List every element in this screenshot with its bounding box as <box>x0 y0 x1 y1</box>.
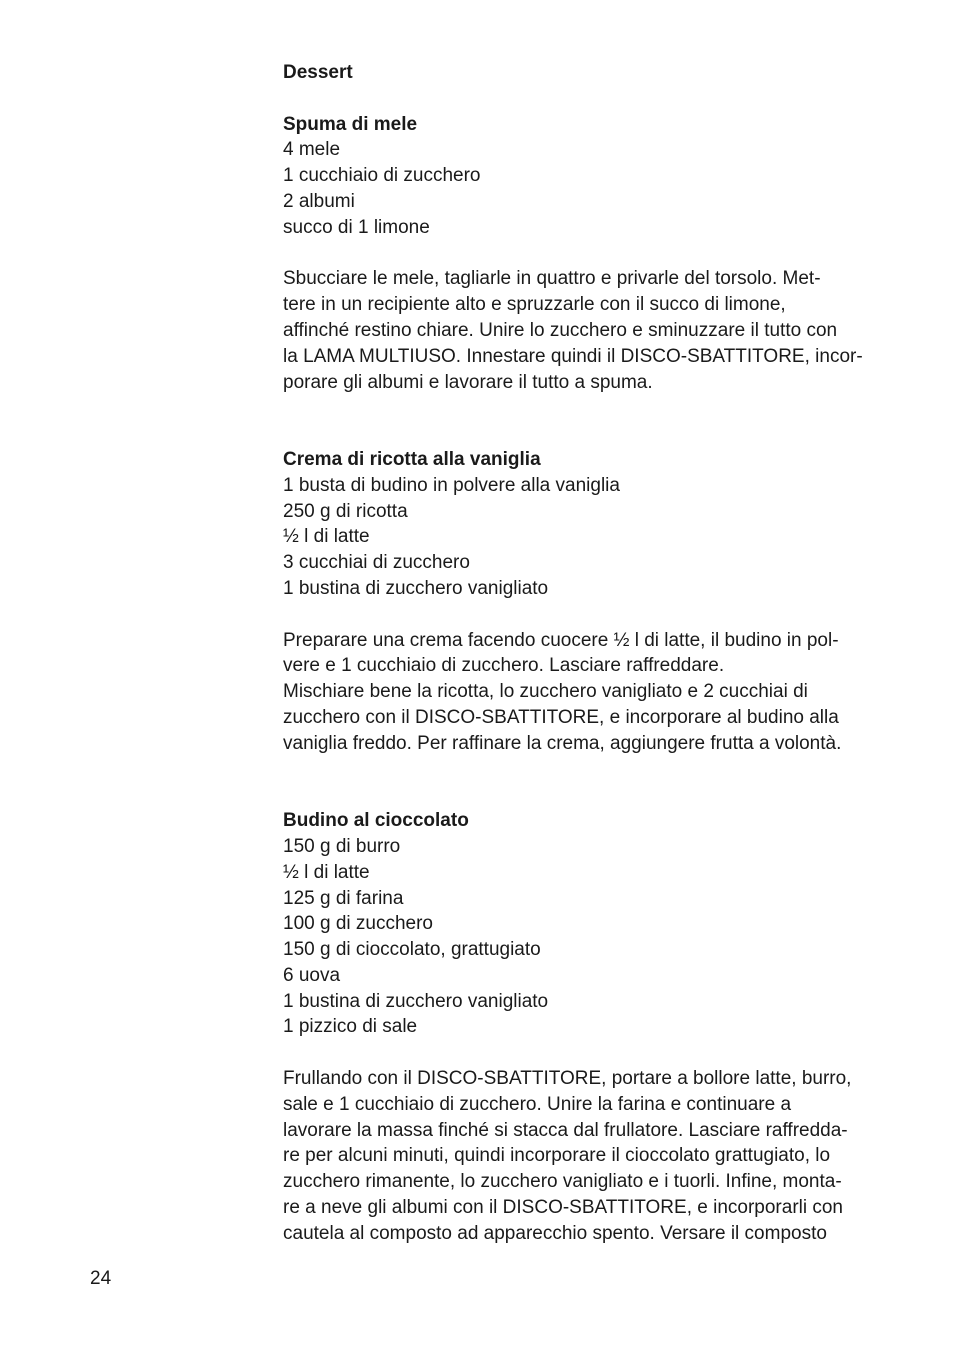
ingredient-item: 250 g di ricotta <box>283 500 408 522</box>
method-line: cautela al composto ad apparecchio spento. Versare il composto <box>283 1222 827 1244</box>
ingredient-item: 1 bustina di zucchero vanigliato <box>283 990 549 1012</box>
method-line: re per alcuni minuti, quindi incorporare il cioccolato grattugiato, lo <box>283 1145 831 1167</box>
method-text <box>283 628 873 757</box>
section-title: Dessert <box>283 62 353 83</box>
ingredient-item: 150 g di burro <box>283 835 401 857</box>
method-line: zucchero rimanente, lo zucchero vanigliato e i tuorli. Infine, monta- <box>283 1171 842 1193</box>
ingredient-list <box>283 137 873 240</box>
ingredient-item: 2 albumi <box>283 190 355 212</box>
page-number: 24 <box>90 1268 112 1289</box>
method-text <box>283 1066 873 1247</box>
method-text <box>283 266 873 395</box>
method-line: Preparare una crema facendo cuocere ½ l di latte, il budino in pol- <box>283 629 839 651</box>
method-line: re a neve gli albumi con il DISCO-SBATTITORE, e incorporarli con <box>283 1197 843 1219</box>
method-line: zucchero con il DISCO-SBATTITORE, e incorporare al budino alla <box>283 706 839 728</box>
method-line: vaniglia freddo. Per raffinare la crema, aggiungere frutta a volontà. <box>283 732 842 754</box>
method-line: Sbucciare le mele, tagliarle in quattro e privarle del torsolo. Met- <box>283 268 821 290</box>
ingredient-list <box>283 473 873 602</box>
recipe-budino-al-cioccolato <box>283 808 873 1247</box>
ingredient-item: 1 pizzico di sale <box>283 1016 418 1038</box>
method-line: vere e 1 cucchiaio di zucchero. Lasciare raffreddare. <box>283 655 725 677</box>
ingredient-item: 100 g di zucchero <box>283 913 433 935</box>
recipe-spuma-di-mele <box>283 112 873 396</box>
recipe-title: Crema di ricotta alla vaniglia <box>283 448 541 470</box>
ingredient-item: 1 bustina di zucchero vanigliato <box>283 577 549 599</box>
recipe-crema-di-ricotta <box>283 447 873 757</box>
ingredient-item: 6 uova <box>283 964 341 986</box>
ingredient-item: ½ l di latte <box>283 861 370 883</box>
method-line: affinché restino chiare. Unire lo zucchero e sminuzzare il tutto con <box>283 319 838 341</box>
method-line: lavorare la massa finché si stacca dal frullatore. Lasciare raffredda- <box>283 1119 848 1141</box>
method-line: tere in un recipiente alto e spruzzarle con il succo di limone, <box>283 294 786 316</box>
ingredient-list <box>283 834 873 1040</box>
ingredient-item: 1 busta di budino in polvere alla vaniglia <box>283 474 620 496</box>
ingredient-item: 4 mele <box>283 139 341 161</box>
recipe-title: Budino al cioccolato <box>283 810 469 832</box>
ingredient-item: 3 cucchiai di zucchero <box>283 552 470 574</box>
ingredient-item: 150 g di cioccolato, grattugiato <box>283 939 541 961</box>
ingredient-item: ½ l di latte <box>283 526 370 548</box>
ingredient-item: succo di 1 limone <box>283 216 430 238</box>
recipe-title: Spuma di mele <box>283 113 418 135</box>
method-line: Mischiare bene la ricotta, lo zucchero vanigliato e 2 cucchiai di <box>283 681 808 703</box>
method-line: Frullando con il DISCO-SBATTITORE, portare a bollore latte, burro, <box>283 1068 852 1090</box>
method-line: la LAMA MULTIUSO. Innestare quindi il DISCO-SBATTITORE, incor- <box>283 345 863 367</box>
method-line: sale e 1 cucchiaio di zucchero. Unire la farina e continuare a <box>283 1093 792 1115</box>
page-content <box>283 60 873 1247</box>
ingredient-item: 1 cucchiaio di zucchero <box>283 165 481 187</box>
method-line: porare gli albumi e lavorare il tutto a spuma. <box>283 371 653 393</box>
ingredient-item: 125 g di farina <box>283 887 404 909</box>
